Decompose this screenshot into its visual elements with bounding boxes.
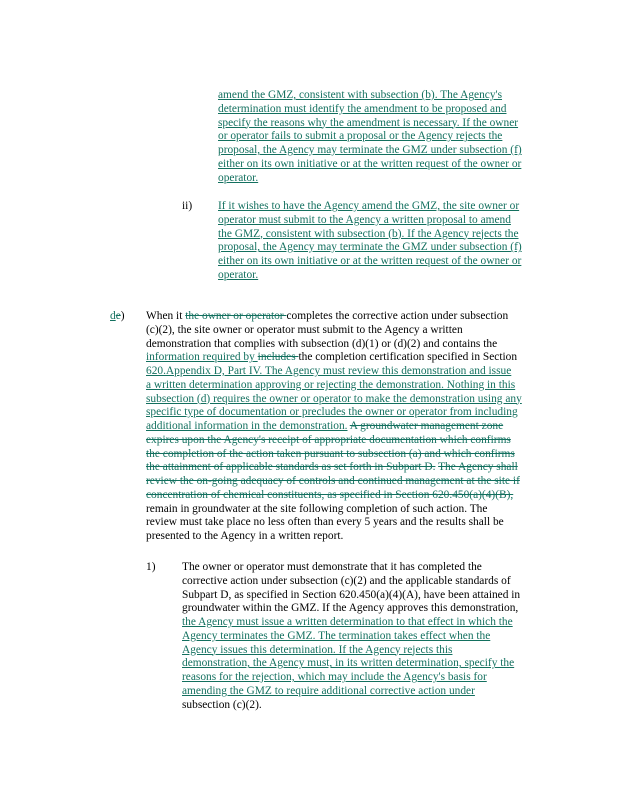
inserted-text: reasons for the rejection, which may include the Agency's basis for — [182, 671, 487, 683]
text-run: When it — [146, 310, 186, 322]
text-run: presented to the Agency in a written report. — [146, 530, 344, 542]
inserted-text: Agency terminates the GMZ. The termination takes effect when the — [182, 629, 491, 642]
text-line — [218, 130, 502, 144]
inserted-text: information required by — [146, 351, 258, 364]
text-run: remain in groundwater at the site following completion of such action. The — [146, 502, 488, 515]
text-line — [218, 144, 522, 158]
text-line — [146, 489, 513, 503]
text-line — [146, 351, 517, 365]
text-line — [218, 117, 518, 131]
text-line — [146, 530, 343, 544]
text-line — [218, 214, 511, 228]
deleted-text: A groundwater management zone — [349, 420, 504, 432]
inserted-text: amend the GMZ, consistent with subsection (b). The Agency's — [218, 89, 503, 101]
inserted-text: Agency issues this determination. If the Agency rejects this — [182, 643, 453, 656]
text-line — [146, 475, 520, 489]
text-line — [146, 365, 511, 379]
text-run: Subpart D, as specified in Section 620.450(a)(4)(A), have been attained in — [182, 588, 521, 601]
text-line — [182, 589, 520, 603]
text-line — [146, 324, 463, 338]
text-line — [146, 461, 518, 475]
deleted-text: the attainment of applicable standards as set forth in Subpart D. — [146, 461, 436, 474]
inserted-text: either on its own initiative or at the written request of the owner or — [218, 157, 522, 170]
deleted-text: review the on-going adequacy of controls and continued management at the site if — [146, 475, 520, 487]
text-run: groundwater within the GMZ. If the Agency approves this demonstration, — [182, 602, 519, 615]
text-line — [146, 420, 503, 434]
text-line — [218, 255, 521, 269]
text-line — [146, 503, 487, 517]
text-line — [218, 228, 519, 242]
deleted-text: expires upon the Agency's receipt of appropriate documentation which confirms — [146, 433, 511, 446]
inserted-text: the GMZ, consistent with subsection (b). If the Agency rejects the — [218, 227, 519, 240]
text-line — [182, 616, 513, 630]
inserted-text: operator must submit to the Agency a written proposal to amend — [218, 213, 511, 226]
text-run: completes the corrective action under subsection — [286, 310, 509, 322]
label-char: ) — [120, 310, 125, 322]
text-line — [218, 269, 258, 283]
text-line — [146, 379, 515, 393]
inserted-text: either on its own initiative or at the written request of the owner or — [218, 255, 522, 267]
inserted-text: a written determination approving or rejecting the demonstration. Nothing in this — [146, 378, 516, 391]
text-line — [218, 200, 519, 214]
item-label-1: 1) — [146, 561, 156, 573]
inserted-text: or operator fails to submit a proposal or the Agency rejects the — [218, 130, 503, 143]
text-line — [182, 602, 518, 616]
inserted-text: determination must identify the amendment to be proposed and — [218, 102, 507, 115]
text-line — [146, 516, 504, 530]
inserted-text: the Agency must issue a written determination to that effect in which the — [182, 616, 513, 628]
text-line — [146, 393, 522, 407]
label-char: e — [115, 310, 121, 322]
text-run: The owner or operator must demonstrate that it has completed the — [182, 561, 482, 573]
text-line — [146, 338, 497, 352]
inserted-text: specify the reasons why the amendment is necessary. If the owner — [218, 116, 519, 129]
text-line — [182, 671, 487, 685]
text-line — [182, 630, 490, 644]
inserted-text: amending the GMZ to require additional corrective action under — [182, 684, 475, 697]
text-line — [218, 103, 507, 117]
deleted-text: The Agency shall — [438, 461, 518, 474]
deleted-text: the owner or operator — [185, 310, 287, 322]
text-run: demonstration that complies with subsection (d)(1) or (d)(2) and contains the — [146, 337, 498, 350]
text-run: (c)(2), the site owner or operator must submit to the Agency a written — [146, 323, 463, 336]
inserted-text: operator. — [218, 171, 259, 184]
text-run: corrective action under subsection (c)(2) and the applicable standards of — [182, 574, 511, 587]
text-line — [182, 685, 475, 699]
inserted-text: subsection (d) requires the owner or operator to make the demonstration using any — [146, 392, 522, 405]
label-char: d — [110, 310, 116, 322]
text-line — [218, 158, 521, 172]
inserted-text: proposal, the Agency may terminate the GMZ under subsection (f) — [218, 241, 522, 254]
text-line — [146, 310, 508, 324]
inserted-text: additional information in the demonstration. — [146, 420, 348, 432]
inserted-text: 620.Appendix D, Part IV. The Agency must review this demonstration and issue — [146, 365, 512, 377]
item-label-e — [110, 310, 125, 324]
inserted-text: proposal, the Agency may terminate the GMZ under subsection (f) — [218, 144, 522, 156]
text-line — [218, 89, 502, 103]
text-line — [182, 657, 514, 671]
deleted-text: concentration of chemical constituents, as specified in Section 620.450(a)(4)(B), — [146, 488, 514, 501]
text-line — [182, 699, 262, 713]
text-line — [182, 644, 452, 658]
inserted-text: operator. — [218, 268, 259, 281]
item-label-ii: ii) — [182, 200, 193, 212]
text-run: the completion certification specified in Section — [298, 351, 518, 364]
text-line — [182, 561, 482, 575]
text-run: subsection (c)(2). — [182, 698, 262, 711]
text-line — [146, 448, 515, 462]
text-line — [182, 575, 511, 589]
inserted-text: specific type of documentation or precludes the owner or operator from including — [146, 406, 518, 419]
text-run: review must take place no less often than every 5 years and the results shall be — [146, 516, 504, 529]
deleted-text: includes — [257, 351, 299, 364]
text-line — [146, 434, 511, 448]
deleted-text: the completion of the action taken pursuant to subsection (a) and which confirms — [146, 447, 515, 460]
text-line — [218, 241, 522, 255]
inserted-text: demonstration, the Agency must, in its written determination, specify the — [182, 657, 515, 670]
inserted-text: If it wishes to have the Agency amend the GMZ, the site owner or — [218, 200, 520, 212]
text-line — [218, 172, 258, 186]
text-line — [146, 406, 518, 420]
